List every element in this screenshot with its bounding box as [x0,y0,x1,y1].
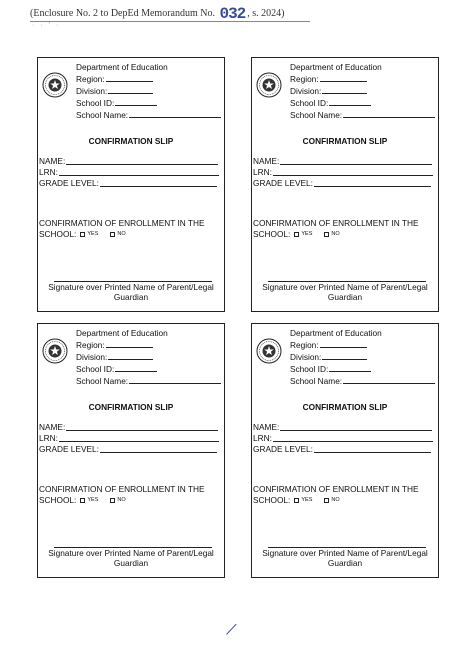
lrn-field[interactable]: LRN: [39,433,219,443]
lrn-field[interactable]: LRN: [39,167,219,177]
region-line[interactable] [320,73,367,82]
memorandum-number: 032 [219,5,246,23]
confirmation-text: CONFIRMATION OF ENROLLMENT IN THE [253,218,419,228]
division-field[interactable]: Division: [290,351,440,363]
enrollment-confirmation [253,218,439,240]
scan-marks: · · ' · [32,22,61,29]
name-line[interactable] [66,422,218,431]
yes-checkbox[interactable] [294,498,299,503]
signature-caption: Signature over Printed Name of Parent/Legal Guardian [48,548,214,568]
region-field[interactable]: Region: [290,73,440,85]
school-address-block [76,328,226,387]
confirmation-text: CONFIRMATION OF ENROLLMENT IN THE [39,218,205,228]
yes-label: YES [301,497,313,503]
no-label: NO [117,497,126,503]
no-label: NO [331,231,340,237]
yes-label: YES [87,497,99,503]
no-checkbox[interactable] [324,498,329,503]
region-line[interactable] [320,339,367,348]
school-name-line[interactable] [129,109,221,118]
confirmation-text: CONFIRMATION OF ENROLLMENT IN THE [39,484,205,494]
division-line[interactable] [322,351,367,360]
lrn-line[interactable] [273,167,433,176]
region-line[interactable] [106,73,153,82]
lrn-line[interactable] [273,433,433,442]
no-checkbox[interactable] [110,232,115,237]
name-field[interactable]: NAME: [253,156,432,166]
header-text-before: (Enclosure No. 2 to DepEd Memorandum No. [30,8,215,19]
grade-level-field[interactable]: GRADE LEVEL: [39,444,217,454]
school-name-line[interactable] [343,109,435,118]
name-line[interactable] [66,156,218,165]
confirmation-slip-4 [251,323,439,578]
enrollment-confirmation [253,484,439,506]
grade-level-line[interactable] [314,444,431,453]
lrn-field[interactable]: LRN: [253,433,433,443]
department-name: Department of Education [76,62,168,72]
school-address-block [290,62,440,121]
name-line[interactable] [280,422,432,431]
school-id-field[interactable]: School ID: [76,363,226,375]
school-label: SCHOOL: [253,495,291,505]
confirmation-slip-3 [37,323,225,578]
school-id-line[interactable] [115,97,157,106]
confirmation-slip-1 [37,57,225,312]
no-checkbox[interactable] [324,232,329,237]
school-label: SCHOOL: [39,495,77,505]
grade-level-line[interactable] [100,178,217,187]
department-name: Department of Education [290,328,382,338]
enclosure-header [30,5,450,23]
school-id-field[interactable]: School ID: [290,97,440,109]
division-line[interactable] [108,351,153,360]
confirmation-slip-2 [251,57,439,312]
slip-title: CONFIRMATION SLIP [88,136,174,146]
name-field[interactable]: NAME: [253,422,432,432]
signature-caption: Signature over Printed Name of Parent/Legal Guardian [48,282,214,302]
header-underline [30,21,310,22]
name-field[interactable]: NAME: [39,156,218,166]
school-name-line[interactable] [343,375,435,384]
region-field[interactable]: Region: [76,339,226,351]
slip-title: CONFIRMATION SLIP [302,136,388,146]
pencil-mark-icon: ⁄ [228,619,235,640]
region-field[interactable]: Region: [76,73,226,85]
no-label: NO [117,231,126,237]
school-id-line[interactable] [329,97,371,106]
school-name-field[interactable]: School Name: [290,375,440,387]
yes-label: YES [87,231,99,237]
school-address-block [290,328,440,387]
school-name-line[interactable] [129,375,221,384]
region-field[interactable]: Region: [290,339,440,351]
school-name-field[interactable]: School Name: [76,375,226,387]
school-id-line[interactable] [329,363,371,372]
lrn-line[interactable] [59,433,219,442]
slip-title: CONFIRMATION SLIP [302,402,388,412]
name-field[interactable]: NAME: [39,422,218,432]
deped-seal-icon [42,72,68,98]
school-name-field[interactable]: School Name: [76,109,226,121]
school-label: SCHOOL: [39,229,77,239]
grade-level-field[interactable]: GRADE LEVEL: [253,444,431,454]
signature-caption: Signature over Printed Name of Parent/Legal Guardian [262,548,428,568]
no-checkbox[interactable] [110,498,115,503]
yes-label: YES [301,231,313,237]
yes-checkbox[interactable] [80,232,85,237]
grade-level-line[interactable] [314,178,431,187]
lrn-field[interactable]: LRN: [253,167,433,177]
slip-title: CONFIRMATION SLIP [88,402,174,412]
division-line[interactable] [322,85,367,94]
department-name: Department of Education [76,328,168,338]
school-id-field[interactable]: School ID: [290,363,440,375]
confirmation-text: CONFIRMATION OF ENROLLMENT IN THE [253,484,419,494]
school-address-block [76,62,226,121]
school-id-field[interactable]: School ID: [76,97,226,109]
header-text-after: , s. 2024) [247,8,285,19]
yes-checkbox[interactable] [80,498,85,503]
signature-caption: Signature over Printed Name of Parent/Legal Guardian [262,282,428,302]
deped-seal-icon [256,72,282,98]
deped-seal-icon [256,338,282,364]
lrn-line[interactable] [59,167,219,176]
grade-level-field[interactable]: GRADE LEVEL: [253,178,431,188]
school-name-field[interactable]: School Name: [290,109,440,121]
region-line[interactable] [106,339,153,348]
grade-level-field[interactable]: GRADE LEVEL: [39,178,217,188]
division-field[interactable]: Division: [76,351,226,363]
division-line[interactable] [108,85,153,94]
deped-seal-icon [42,338,68,364]
school-label: SCHOOL: [253,229,291,239]
grade-level-line[interactable] [100,444,217,453]
division-field[interactable]: Division: [290,85,440,97]
enrollment-confirmation [39,484,225,506]
department-name: Department of Education [290,62,382,72]
name-line[interactable] [280,156,432,165]
enrollment-confirmation [39,218,225,240]
yes-checkbox[interactable] [294,232,299,237]
division-field[interactable]: Division: [76,85,226,97]
no-label: NO [331,497,340,503]
school-id-line[interactable] [115,363,157,372]
